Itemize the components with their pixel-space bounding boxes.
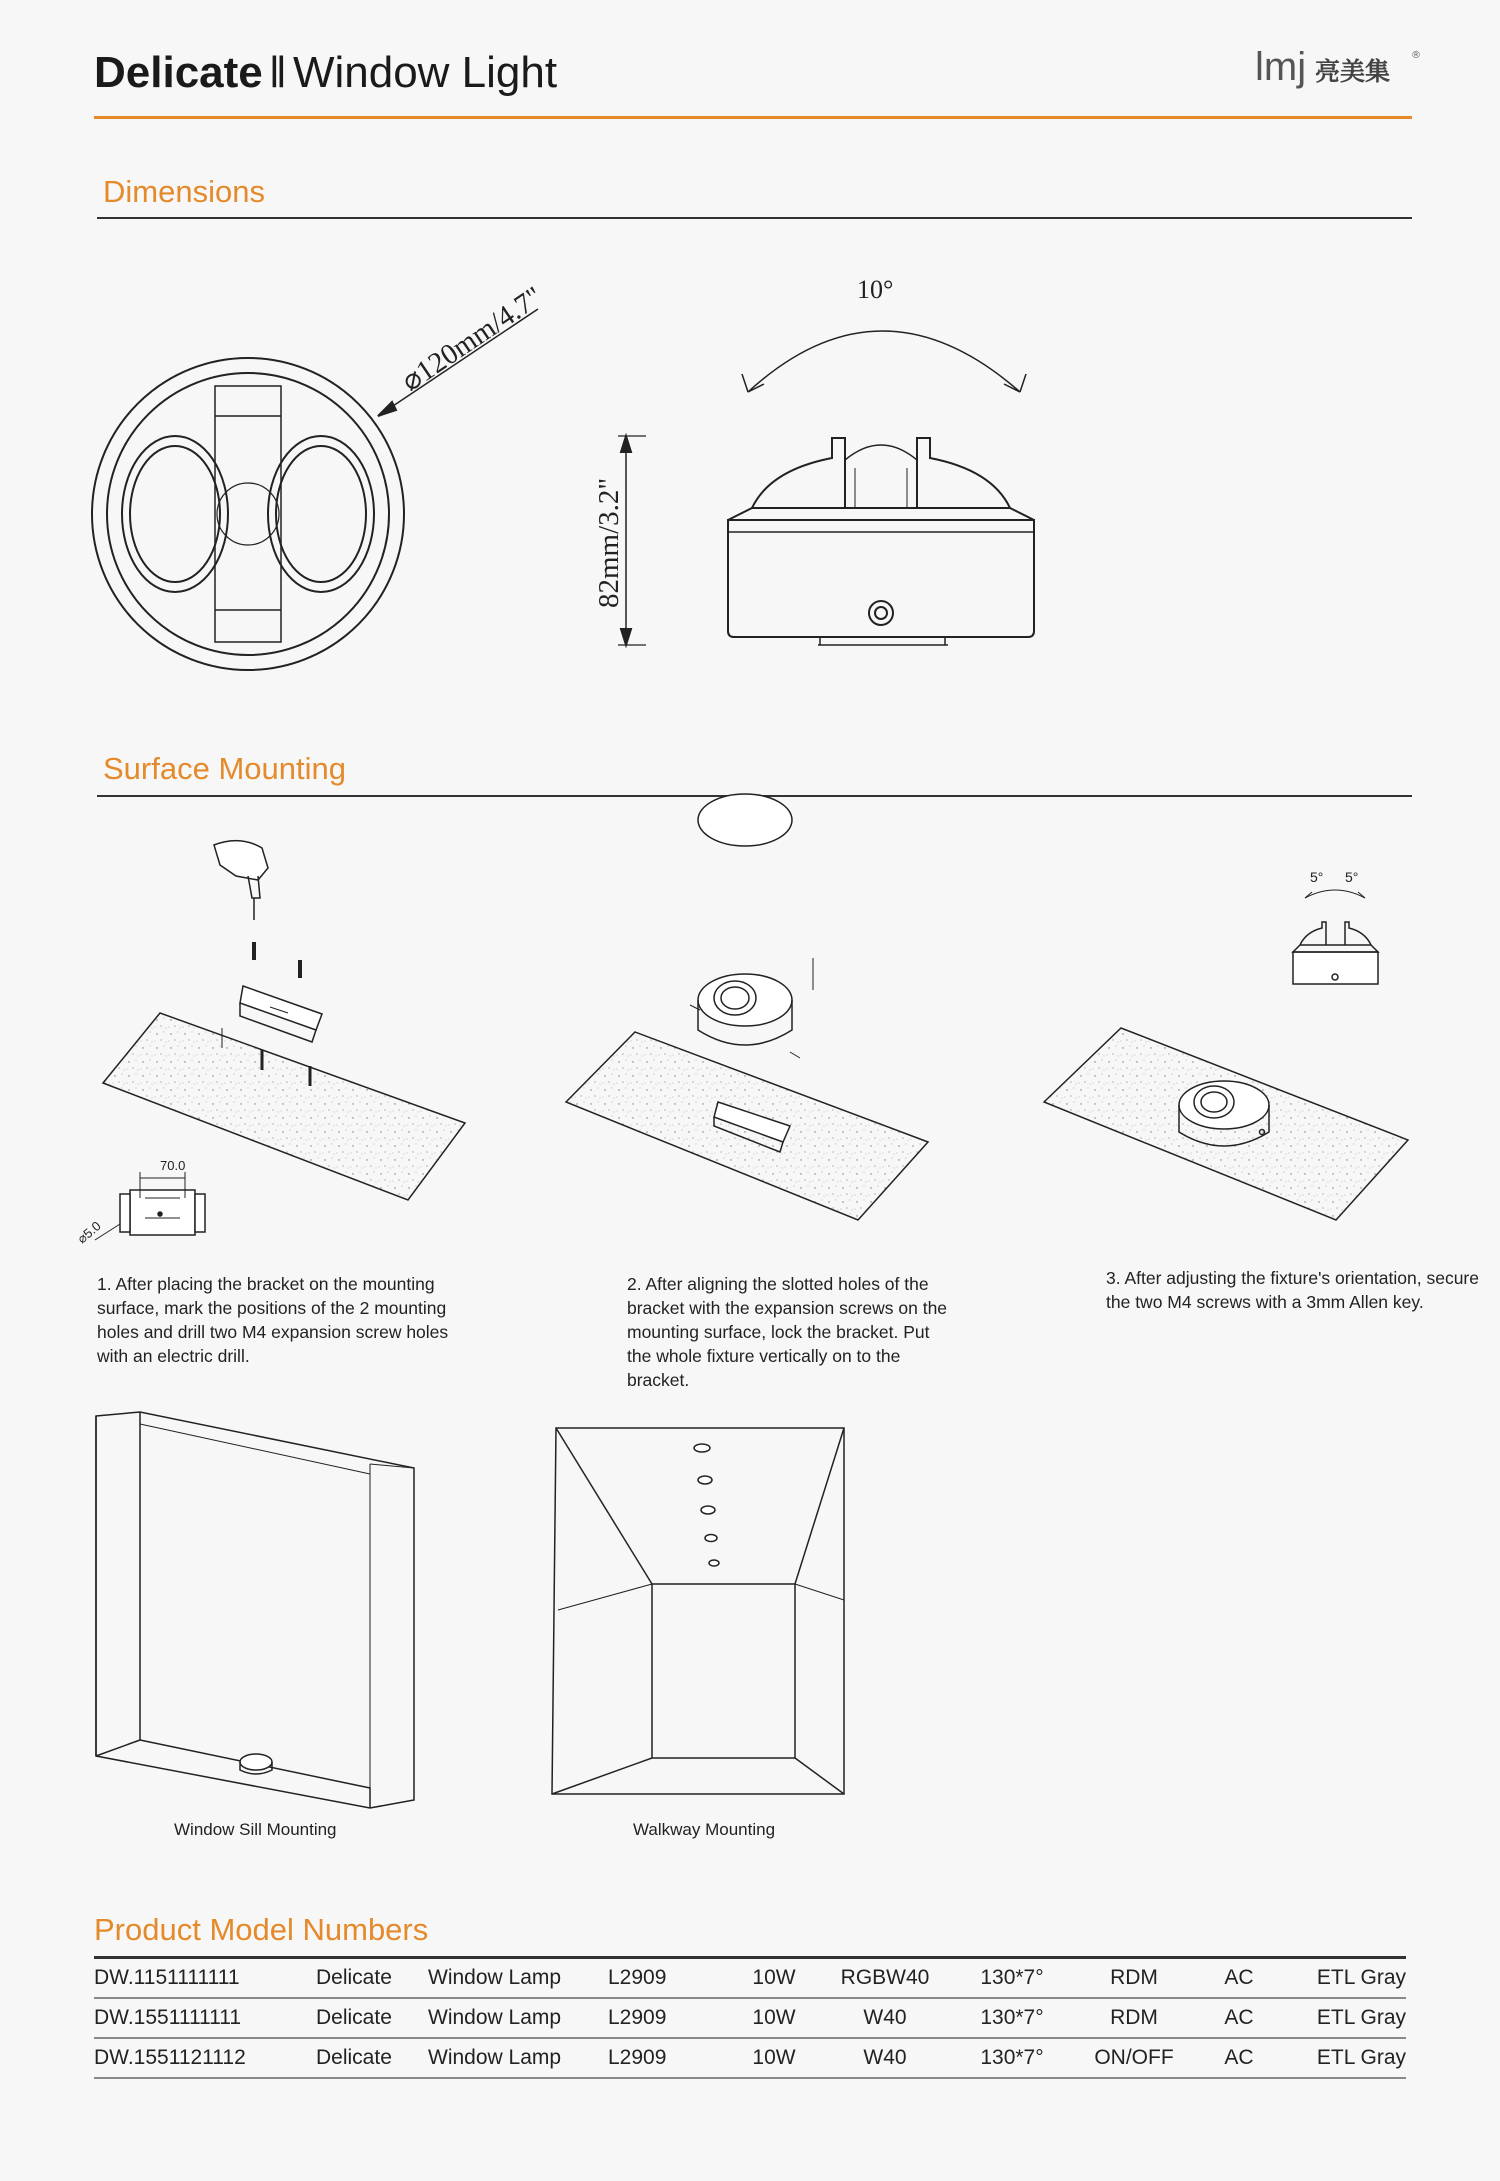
table-row <box>94 2038 1406 2078</box>
caption-walkway: Walkway Mounting <box>633 1820 776 1839</box>
model-type: Window Lamp <box>428 2006 562 2029</box>
model-voltage: AC <box>1224 1966 1254 1989</box>
mounting-steps-drawing <box>0 820 1500 1247</box>
model-finish: ETL Gray <box>1316 2046 1406 2069</box>
model-beam: 130*7° <box>980 2006 1044 2029</box>
model-control: RDM <box>1110 2006 1158 2029</box>
bracket-width-label: 70.0 <box>160 1158 186 1173</box>
model-series: Delicate <box>316 2046 392 2069</box>
model-beam: 130*7° <box>980 2046 1044 2069</box>
title-separator: ‖ <box>268 48 287 97</box>
model-voltage: AC <box>1224 2046 1254 2069</box>
model-series: Delicate <box>316 1966 392 1989</box>
model-color-temp: W40 <box>863 2006 907 2029</box>
title-type: Window Light <box>292 48 558 97</box>
fixture-icon <box>698 794 792 1045</box>
model-control: RDM <box>1110 1966 1158 1989</box>
step-1-text: 1. After placing the bracket on the mounting surface, mark the positions of the 2 mounting holes and drill two M4 expansion screw holes with an electric drill. <box>97 1274 449 1366</box>
model-code: L2909 <box>608 2006 667 2029</box>
model-code: L2909 <box>608 1966 667 1989</box>
model-number: DW.1551111111 <box>94 2006 242 2029</box>
model-power: 10W <box>752 1966 796 1989</box>
model-color-temp: RGBW40 <box>840 1966 930 1989</box>
model-type: Window Lamp <box>428 2046 562 2069</box>
tilt-angle-label: 10° <box>857 275 894 304</box>
model-power: 10W <box>752 2046 796 2069</box>
logo-latin: lmj <box>1255 45 1307 89</box>
section-title-dimensions: Dimensions <box>103 174 265 209</box>
model-series: Delicate <box>316 2006 392 2029</box>
model-control: ON/OFF <box>1094 2046 1174 2069</box>
model-table-wrap <box>94 1956 1406 2079</box>
model-code: L2909 <box>608 2046 667 2069</box>
model-type: Window Lamp <box>428 1966 562 1989</box>
model-color-temp: W40 <box>863 2046 907 2069</box>
model-finish: ETL Gray <box>1316 1966 1406 1989</box>
step-2-text: 2. After aligning the slotted holes of the bracket with the expansion screws on the mounting surface, lock the bracket. Put the whole fixture vertically on to the bracket. <box>627 1274 948 1390</box>
bracket-hole-label: ⌀5.0 <box>74 1218 104 1247</box>
table-row <box>94 1998 1406 2038</box>
height-label: 82mm/3.2" <box>593 477 625 608</box>
section-title-surface-mounting: Surface Mounting <box>103 751 346 786</box>
title-product: Delicate <box>94 48 263 97</box>
model-number: DW.1151111111 <box>94 1966 240 1989</box>
adjust-right-angle: 5° <box>1345 869 1359 885</box>
adjust-left-angle: 5° <box>1310 869 1324 885</box>
caption-window-sill: Window Sill Mounting <box>174 1820 337 1839</box>
logo-chinese: 亮美集 <box>1315 57 1391 86</box>
model-finish: ETL Gray <box>1316 2006 1406 2029</box>
drill-icon <box>214 841 268 920</box>
diameter-label: ⌀120mm/4.7" <box>396 280 549 398</box>
model-power: 10W <box>752 2006 796 2029</box>
model-beam: 130*7° <box>980 1966 1044 1989</box>
dimension-drawing <box>0 0 1500 760</box>
table-row <box>94 1958 1406 1999</box>
model-number: DW.1551121112 <box>94 2046 246 2069</box>
walkway-drawing <box>552 1428 844 1794</box>
model-table <box>94 1956 1406 2079</box>
section-title-product-models: Product Model Numbers <box>94 1912 429 1947</box>
mounting-scenarios-drawing <box>0 1400 1500 1840</box>
step-3-text: 3. After adjusting the fixture's orientation, secure the two M4 screws with a 3mm Allen key. <box>1106 1268 1479 1312</box>
window-sill-drawing <box>96 1412 414 1808</box>
model-voltage: AC <box>1224 2006 1254 2029</box>
logo-registered-mark: ® <box>1411 50 1421 61</box>
